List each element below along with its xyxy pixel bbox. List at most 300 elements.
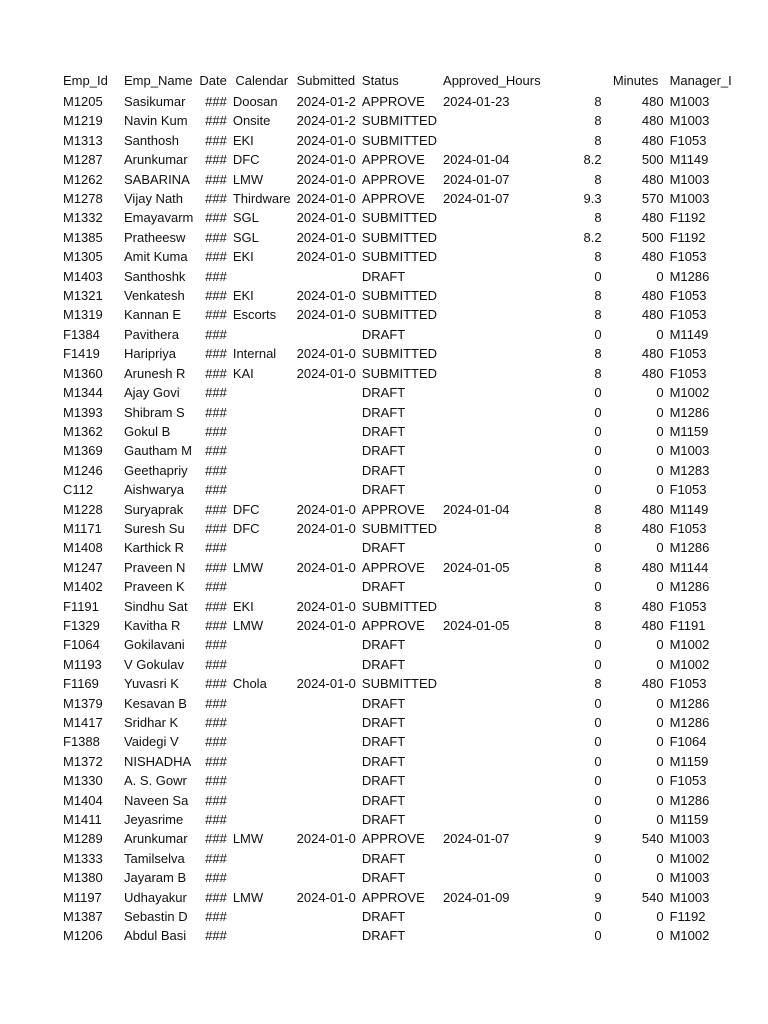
- cell-manager-id[interactable]: M1149: [669, 326, 709, 342]
- cell-calendar[interactable]: [230, 538, 294, 557]
- header-hours[interactable]: [544, 70, 605, 92]
- cell-minutes[interactable]: 0: [656, 870, 664, 886]
- cell-status[interactable]: APPROVE: [361, 559, 425, 575]
- header-date[interactable]: Date: [199, 73, 227, 89]
- cell-approved[interactable]: [440, 694, 544, 713]
- cell-minutes[interactable]: 570: [641, 191, 664, 207]
- cell-approved[interactable]: [440, 713, 544, 732]
- cell-approved[interactable]: [440, 810, 544, 829]
- cell-calendar[interactable]: [230, 868, 294, 887]
- cell-manager-id[interactable]: F1053: [669, 132, 707, 148]
- cell-calendar[interactable]: [230, 713, 294, 732]
- cell-status[interactable]: DRAFT: [361, 909, 406, 925]
- cell-calendar[interactable]: EKI: [232, 598, 254, 614]
- cell-emp-id[interactable]: M1372: [63, 753, 103, 769]
- header-submitted[interactable]: Submitted: [296, 73, 356, 89]
- cell-status[interactable]: SUBMITTED: [361, 598, 438, 614]
- cell-hours[interactable]: 0: [594, 579, 602, 595]
- cell-minutes[interactable]: 0: [656, 715, 664, 730]
- cell-manager-id[interactable]: F1053: [669, 365, 707, 381]
- cell-emp-id[interactable]: F1388: [63, 734, 100, 750]
- cell-date[interactable]: ###: [205, 598, 227, 614]
- cell-emp-name[interactable]: Abdul Basi: [124, 928, 187, 944]
- cell-emp-name[interactable]: Naveen Sa: [124, 792, 189, 808]
- cell-submitted[interactable]: 2024-01-0: [296, 229, 356, 245]
- cell-emp-name[interactable]: Kavitha R: [124, 617, 181, 633]
- cell-minutes[interactable]: 480: [641, 288, 664, 304]
- cell-emp-name[interactable]: Praveen N: [124, 559, 186, 575]
- cell-hours[interactable]: 0: [594, 423, 602, 439]
- cell-approved[interactable]: 2024-01-07: [443, 171, 510, 187]
- cell-manager-id[interactable]: F1064: [669, 734, 707, 750]
- cell-date[interactable]: ###: [205, 462, 227, 478]
- cell-emp-name[interactable]: Venkatesh: [124, 288, 185, 304]
- cell-emp-id[interactable]: M1319: [63, 307, 103, 323]
- cell-emp-name[interactable]: Shibram S: [124, 404, 185, 420]
- cell-submitted[interactable]: [294, 538, 359, 557]
- cell-approved[interactable]: [440, 111, 544, 130]
- cell-minutes[interactable]: 480: [641, 501, 664, 517]
- cell-status[interactable]: DRAFT: [361, 870, 406, 886]
- cell-emp-id[interactable]: M1197: [63, 889, 102, 905]
- cell-submitted[interactable]: [294, 849, 359, 868]
- cell-date[interactable]: ###: [205, 753, 227, 769]
- cell-manager-id[interactable]: F1192: [669, 229, 706, 245]
- cell-date[interactable]: ###: [205, 423, 227, 439]
- cell-emp-name[interactable]: Sridhar K: [124, 715, 179, 730]
- cell-calendar[interactable]: [230, 849, 294, 868]
- cell-minutes[interactable]: 500: [641, 229, 664, 245]
- cell-minutes[interactable]: 0: [656, 482, 664, 498]
- cell-hours[interactable]: 8.2: [583, 152, 602, 168]
- cell-calendar[interactable]: LMW: [232, 831, 264, 847]
- cell-approved[interactable]: [440, 325, 544, 344]
- cell-hours[interactable]: 0: [594, 637, 602, 653]
- cell-emp-id[interactable]: M1262: [63, 171, 103, 187]
- cell-date[interactable]: ###: [205, 132, 227, 148]
- cell-status[interactable]: DRAFT: [361, 443, 406, 459]
- cell-submitted[interactable]: [294, 732, 359, 751]
- cell-approved[interactable]: [440, 597, 544, 616]
- cell-approved[interactable]: [440, 344, 544, 363]
- cell-manager-id[interactable]: F1191: [669, 617, 706, 633]
- cell-approved[interactable]: [440, 752, 544, 771]
- cell-date[interactable]: ###: [205, 773, 227, 789]
- cell-submitted[interactable]: 2024-01-0: [296, 889, 356, 905]
- cell-submitted[interactable]: 2024-01-0: [296, 171, 356, 187]
- cell-submitted[interactable]: [294, 655, 359, 674]
- cell-emp-name[interactable]: Gautham M: [124, 443, 192, 459]
- cell-hours[interactable]: 9: [594, 831, 602, 847]
- cell-manager-id[interactable]: M1144: [669, 559, 709, 575]
- cell-status[interactable]: DRAFT: [361, 715, 406, 730]
- cell-date[interactable]: ###: [205, 617, 227, 633]
- cell-emp-name[interactable]: Yuvasri K: [124, 676, 179, 692]
- cell-approved[interactable]: [440, 635, 544, 654]
- cell-hours[interactable]: 0: [594, 734, 602, 750]
- cell-calendar[interactable]: DFC: [232, 520, 260, 536]
- cell-emp-id[interactable]: M1332: [63, 210, 103, 226]
- cell-calendar[interactable]: [230, 461, 294, 480]
- cell-hours[interactable]: 0: [594, 812, 602, 828]
- cell-calendar[interactable]: LMW: [232, 559, 264, 575]
- cell-emp-name[interactable]: Geethapriy: [124, 462, 188, 478]
- cell-emp-name[interactable]: V Gokulav: [124, 656, 184, 672]
- cell-minutes[interactable]: 480: [641, 307, 664, 323]
- cell-emp-id[interactable]: M1362: [63, 423, 103, 439]
- cell-manager-id[interactable]: M1283: [669, 462, 710, 478]
- cell-emp-name[interactable]: Gokilavani: [124, 637, 185, 653]
- cell-approved[interactable]: [440, 383, 544, 402]
- cell-emp-name[interactable]: Sebastin D: [124, 909, 188, 925]
- cell-minutes[interactable]: 480: [641, 617, 664, 633]
- cell-hours[interactable]: 8: [594, 365, 602, 381]
- cell-hours[interactable]: 8: [594, 288, 602, 304]
- cell-emp-name[interactable]: Jeyasrime: [124, 812, 184, 828]
- cell-submitted[interactable]: [294, 325, 359, 344]
- cell-hours[interactable]: 0: [594, 482, 602, 498]
- cell-hours[interactable]: 0: [594, 850, 602, 866]
- cell-approved[interactable]: 2024-01-09: [443, 889, 510, 905]
- cell-manager-id[interactable]: F1192: [669, 909, 706, 925]
- cell-hours[interactable]: 8: [594, 598, 602, 614]
- cell-submitted[interactable]: 2024-01-0: [296, 501, 356, 517]
- cell-status[interactable]: DRAFT: [361, 326, 406, 342]
- cell-status[interactable]: DRAFT: [361, 268, 406, 284]
- cell-emp-name[interactable]: Santhosh: [124, 132, 179, 148]
- cell-minutes[interactable]: 480: [641, 520, 664, 536]
- cell-status[interactable]: APPROVE: [361, 617, 425, 633]
- cell-approved[interactable]: [440, 480, 544, 499]
- cell-calendar[interactable]: Chola: [232, 676, 267, 692]
- cell-status[interactable]: DRAFT: [361, 773, 406, 789]
- cell-status[interactable]: APPROVE: [361, 501, 425, 517]
- cell-approved[interactable]: [440, 907, 544, 926]
- cell-date[interactable]: ###: [205, 191, 227, 207]
- cell-emp-name[interactable]: Arunesh R: [124, 365, 186, 381]
- cell-emp-id[interactable]: M1305: [63, 249, 103, 265]
- cell-submitted[interactable]: [294, 267, 359, 286]
- cell-emp-name[interactable]: Pavithera: [124, 326, 179, 342]
- cell-manager-id[interactable]: F1053: [669, 482, 707, 498]
- cell-approved[interactable]: [440, 131, 544, 150]
- cell-date[interactable]: ###: [205, 909, 227, 925]
- cell-hours[interactable]: 8: [594, 520, 602, 536]
- cell-calendar[interactable]: Thirdware: [232, 191, 291, 207]
- cell-approved[interactable]: [440, 403, 544, 422]
- cell-manager-id[interactable]: M1003: [669, 94, 710, 109]
- cell-emp-name[interactable]: Kannan E: [124, 307, 182, 323]
- cell-date[interactable]: ###: [205, 889, 227, 905]
- cell-minutes[interactable]: 480: [641, 210, 664, 226]
- cell-hours[interactable]: 8: [594, 249, 602, 265]
- cell-status[interactable]: SUBMITTED: [361, 365, 438, 381]
- cell-emp-id[interactable]: M1393: [63, 404, 103, 420]
- cell-calendar[interactable]: [230, 383, 294, 402]
- cell-manager-id[interactable]: M1002: [669, 850, 710, 866]
- cell-minutes[interactable]: 480: [641, 94, 664, 109]
- cell-submitted[interactable]: [294, 383, 359, 402]
- cell-approved[interactable]: 2024-01-07: [443, 831, 510, 847]
- cell-status[interactable]: APPROVE: [361, 831, 425, 847]
- cell-emp-name[interactable]: A. S. Gowr: [124, 773, 187, 789]
- cell-hours[interactable]: 8: [594, 501, 602, 517]
- cell-emp-name[interactable]: Emayavarm: [124, 210, 194, 226]
- cell-manager-id[interactable]: F1053: [669, 598, 707, 614]
- cell-status[interactable]: SUBMITTED: [361, 307, 438, 323]
- header-status[interactable]: Status: [361, 73, 399, 89]
- cell-status[interactable]: DRAFT: [361, 462, 406, 478]
- cell-calendar[interactable]: [230, 752, 294, 771]
- cell-calendar[interactable]: [230, 577, 294, 596]
- cell-submitted[interactable]: [294, 713, 359, 732]
- cell-emp-name[interactable]: Kesavan B: [124, 695, 187, 711]
- cell-status[interactable]: APPROVE: [361, 889, 425, 905]
- cell-date[interactable]: ###: [205, 443, 227, 459]
- cell-submitted[interactable]: 2024-01-2: [296, 94, 356, 109]
- cell-hours[interactable]: 8: [594, 171, 602, 187]
- cell-emp-name[interactable]: Vaidegi V: [124, 734, 179, 750]
- cell-hours[interactable]: 8: [594, 210, 602, 226]
- cell-date[interactable]: ###: [205, 559, 227, 575]
- cell-date[interactable]: ###: [205, 288, 227, 304]
- cell-date[interactable]: ###: [205, 94, 227, 109]
- cell-date[interactable]: ###: [205, 637, 227, 653]
- cell-emp-id[interactable]: F1064: [63, 637, 100, 653]
- cell-hours[interactable]: 0: [594, 268, 602, 284]
- cell-minutes[interactable]: 0: [656, 734, 664, 750]
- cell-date[interactable]: ###: [205, 482, 227, 498]
- cell-date[interactable]: ###: [205, 501, 227, 517]
- cell-submitted[interactable]: 2024-01-0: [296, 598, 356, 614]
- cell-minutes[interactable]: 0: [656, 753, 664, 769]
- cell-submitted[interactable]: [294, 422, 359, 441]
- cell-status[interactable]: DRAFT: [361, 579, 406, 595]
- cell-status[interactable]: DRAFT: [361, 540, 406, 556]
- cell-hours[interactable]: 0: [594, 773, 602, 789]
- cell-emp-name[interactable]: Suryaprak: [124, 501, 184, 517]
- cell-approved[interactable]: [440, 732, 544, 751]
- cell-manager-id[interactable]: M1159: [669, 812, 709, 828]
- cell-submitted[interactable]: [294, 771, 359, 790]
- cell-status[interactable]: SUBMITTED: [361, 210, 438, 226]
- cell-calendar[interactable]: Onsite: [232, 113, 271, 129]
- cell-submitted[interactable]: [294, 635, 359, 654]
- cell-emp-name[interactable]: Gokul B: [124, 423, 171, 439]
- cell-manager-id[interactable]: F1053: [669, 520, 707, 536]
- cell-minutes[interactable]: 0: [656, 637, 664, 653]
- cell-hours[interactable]: 0: [594, 385, 602, 401]
- cell-manager-id[interactable]: M1003: [669, 889, 710, 905]
- cell-emp-id[interactable]: M1379: [63, 695, 103, 711]
- cell-approved[interactable]: 2024-01-04: [443, 152, 510, 168]
- cell-emp-id[interactable]: M1402: [63, 579, 103, 595]
- cell-submitted[interactable]: 2024-01-0: [296, 617, 356, 633]
- cell-calendar[interactable]: [230, 694, 294, 713]
- cell-approved[interactable]: [440, 791, 544, 810]
- cell-manager-id[interactable]: M1003: [669, 443, 710, 459]
- cell-emp-name[interactable]: Karthick R: [124, 540, 184, 556]
- cell-minutes[interactable]: 0: [656, 928, 664, 944]
- cell-submitted[interactable]: 2024-01-0: [296, 676, 356, 692]
- cell-approved[interactable]: 2024-01-05: [443, 559, 510, 575]
- cell-status[interactable]: DRAFT: [361, 850, 406, 866]
- cell-minutes[interactable]: 0: [656, 656, 664, 672]
- cell-submitted[interactable]: [294, 810, 359, 829]
- cell-emp-name[interactable]: NISHADHA: [124, 753, 192, 769]
- cell-submitted[interactable]: 2024-01-0: [296, 210, 356, 226]
- cell-status[interactable]: DRAFT: [361, 734, 406, 750]
- cell-approved[interactable]: [440, 441, 544, 460]
- cell-calendar[interactable]: SGL: [232, 229, 259, 245]
- cell-calendar[interactable]: [230, 441, 294, 460]
- cell-submitted[interactable]: 2024-01-0: [296, 559, 356, 575]
- cell-status[interactable]: DRAFT: [361, 753, 406, 769]
- cell-manager-id[interactable]: M1286: [669, 540, 710, 556]
- cell-approved[interactable]: [440, 422, 544, 441]
- cell-manager-id[interactable]: M1003: [669, 191, 710, 207]
- cell-hours[interactable]: 0: [594, 792, 602, 808]
- cell-calendar[interactable]: EKI: [232, 249, 254, 265]
- header-manager-id[interactable]: Manager_I: [669, 73, 732, 89]
- cell-minutes[interactable]: 480: [641, 171, 664, 187]
- cell-calendar[interactable]: KAI: [232, 365, 254, 381]
- cell-hours[interactable]: 8: [594, 94, 602, 109]
- cell-submitted[interactable]: [294, 403, 359, 422]
- cell-minutes[interactable]: 480: [641, 559, 664, 575]
- cell-emp-id[interactable]: M1206: [63, 928, 103, 944]
- cell-hours[interactable]: 0: [594, 540, 602, 556]
- cell-hours[interactable]: 8: [594, 559, 602, 575]
- cell-calendar[interactable]: LMW: [232, 171, 264, 187]
- cell-emp-id[interactable]: F1329: [63, 617, 100, 633]
- cell-emp-id[interactable]: M1330: [63, 773, 103, 789]
- cell-manager-id[interactable]: M1159: [669, 753, 709, 769]
- cell-emp-name[interactable]: Aishwarya: [124, 482, 184, 498]
- cell-hours[interactable]: 8: [594, 676, 602, 692]
- cell-hours[interactable]: 0: [594, 753, 602, 769]
- cell-status[interactable]: SUBMITTED: [361, 132, 438, 148]
- cell-minutes[interactable]: 0: [656, 909, 664, 925]
- cell-emp-name[interactable]: Pratheesw: [124, 229, 186, 245]
- cell-emp-id[interactable]: M1246: [63, 462, 103, 478]
- cell-submitted[interactable]: [294, 868, 359, 887]
- cell-date[interactable]: ###: [205, 870, 227, 886]
- cell-hours[interactable]: 9.3: [583, 191, 602, 207]
- cell-calendar[interactable]: [230, 655, 294, 674]
- cell-emp-id[interactable]: M1380: [63, 870, 103, 886]
- cell-date[interactable]: ###: [205, 365, 227, 381]
- cell-manager-id[interactable]: M1286: [669, 792, 710, 808]
- cell-status[interactable]: DRAFT: [361, 423, 406, 439]
- cell-emp-id[interactable]: M1344: [63, 385, 103, 401]
- cell-manager-id[interactable]: M1149: [669, 501, 709, 517]
- cell-hours[interactable]: 8: [594, 617, 602, 633]
- cell-approved[interactable]: [440, 538, 544, 557]
- cell-hours[interactable]: 8: [594, 346, 602, 362]
- cell-emp-id[interactable]: M1417: [63, 715, 103, 730]
- cell-minutes[interactable]: 0: [656, 540, 664, 556]
- cell-submitted[interactable]: 2024-01-0: [296, 249, 356, 265]
- cell-date[interactable]: ###: [205, 831, 227, 847]
- cell-emp-id[interactable]: M1171: [63, 520, 102, 536]
- cell-hours[interactable]: 8: [594, 113, 602, 129]
- cell-emp-id[interactable]: F1169: [63, 676, 99, 692]
- cell-manager-id[interactable]: M1002: [669, 637, 710, 653]
- header-emp-name[interactable]: Emp_Name: [124, 73, 193, 89]
- cell-emp-name[interactable]: Sindhu Sat: [124, 598, 188, 614]
- cell-minutes[interactable]: 0: [656, 695, 664, 711]
- cell-hours[interactable]: 0: [594, 443, 602, 459]
- cell-submitted[interactable]: [294, 907, 359, 926]
- cell-approved[interactable]: [440, 208, 544, 227]
- cell-emp-id[interactable]: M1278: [63, 191, 103, 207]
- cell-approved[interactable]: 2024-01-05: [443, 617, 510, 633]
- cell-manager-id[interactable]: M1003: [669, 831, 710, 847]
- cell-status[interactable]: DRAFT: [361, 637, 406, 653]
- cell-manager-id[interactable]: F1053: [669, 773, 707, 789]
- cell-submitted[interactable]: 2024-01-0: [296, 307, 356, 323]
- cell-hours[interactable]: 8: [594, 307, 602, 323]
- cell-manager-id[interactable]: M1002: [669, 656, 710, 672]
- cell-date[interactable]: ###: [205, 715, 227, 730]
- cell-approved[interactable]: [440, 849, 544, 868]
- cell-approved[interactable]: 2024-01-23: [443, 94, 510, 109]
- cell-status[interactable]: DRAFT: [361, 928, 406, 944]
- cell-minutes[interactable]: 480: [641, 113, 664, 129]
- cell-emp-id[interactable]: M1313: [63, 132, 103, 148]
- cell-calendar[interactable]: [230, 480, 294, 499]
- cell-date[interactable]: ###: [205, 812, 227, 828]
- cell-minutes[interactable]: 480: [641, 249, 664, 265]
- cell-approved[interactable]: [440, 674, 544, 693]
- cell-approved[interactable]: [440, 771, 544, 790]
- cell-date[interactable]: ###: [205, 520, 227, 536]
- cell-calendar[interactable]: Doosan: [232, 94, 278, 109]
- cell-manager-id[interactable]: M1149: [669, 152, 709, 168]
- cell-submitted[interactable]: 2024-01-0: [296, 132, 356, 148]
- cell-minutes[interactable]: 0: [656, 792, 664, 808]
- cell-minutes[interactable]: 480: [641, 365, 664, 381]
- cell-date[interactable]: ###: [205, 152, 227, 168]
- cell-manager-id[interactable]: F1053: [669, 288, 707, 304]
- cell-date[interactable]: ###: [205, 676, 227, 692]
- cell-date[interactable]: ###: [205, 171, 227, 187]
- cell-emp-id[interactable]: M1333: [63, 850, 103, 866]
- cell-hours[interactable]: 0: [594, 928, 602, 944]
- header-calendar[interactable]: Calendar: [235, 73, 289, 89]
- cell-status[interactable]: SUBMITTED: [361, 113, 438, 129]
- cell-emp-id[interactable]: M1385: [63, 229, 103, 245]
- cell-manager-id[interactable]: F1053: [669, 307, 707, 323]
- cell-manager-id[interactable]: F1192: [669, 210, 706, 226]
- cell-hours[interactable]: 0: [594, 715, 602, 730]
- cell-status[interactable]: DRAFT: [361, 695, 406, 711]
- cell-manager-id[interactable]: M1159: [669, 423, 709, 439]
- cell-manager-id[interactable]: F1053: [669, 676, 707, 692]
- cell-calendar[interactable]: Internal: [232, 346, 277, 362]
- cell-date[interactable]: ###: [205, 579, 227, 595]
- cell-approved[interactable]: [440, 305, 544, 324]
- cell-manager-id[interactable]: M1286: [669, 715, 710, 730]
- cell-calendar[interactable]: [230, 791, 294, 810]
- cell-emp-id[interactable]: F1384: [63, 326, 100, 342]
- cell-date[interactable]: ###: [205, 850, 227, 866]
- cell-emp-id[interactable]: M1360: [63, 365, 103, 381]
- cell-date[interactable]: ###: [205, 385, 227, 401]
- cell-date[interactable]: ###: [205, 113, 227, 129]
- cell-approved[interactable]: [440, 868, 544, 887]
